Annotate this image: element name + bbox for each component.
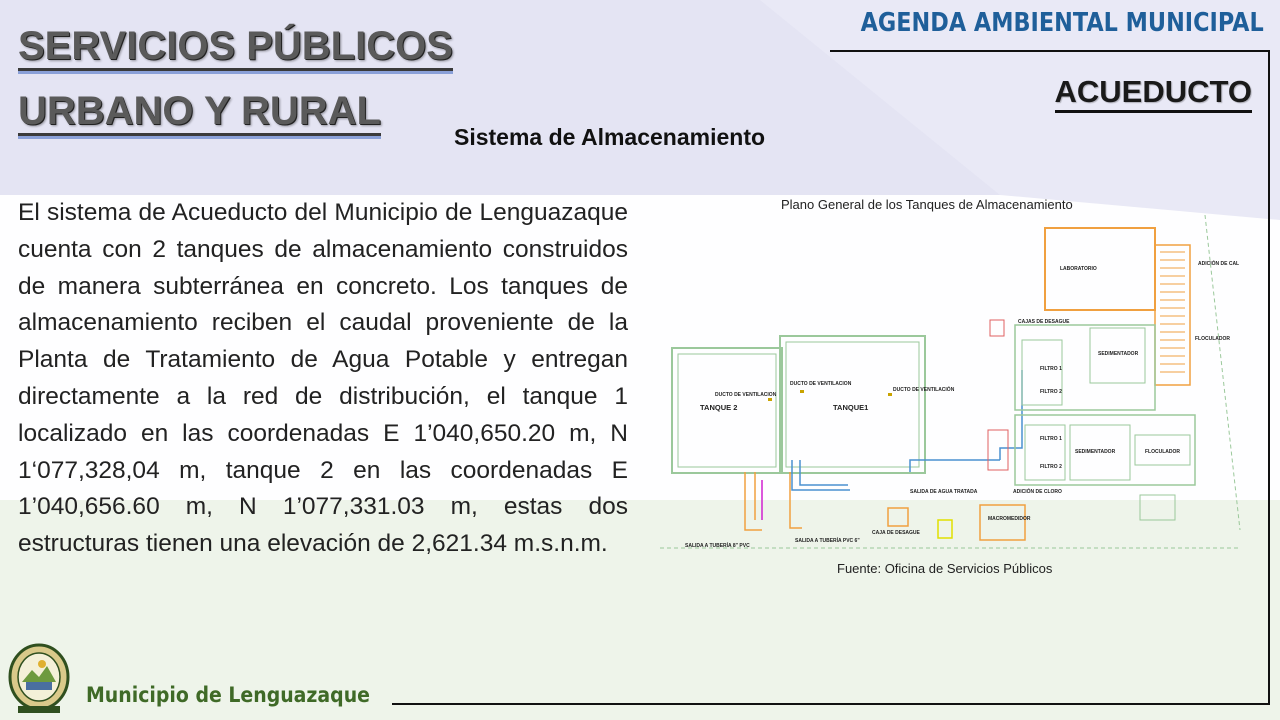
label-salida-tratada: SALIDA DE AGUA TRATADA xyxy=(910,489,978,495)
footer-municipality: Municipio de Lenguazaque xyxy=(86,683,370,707)
page-title xyxy=(18,18,453,148)
body-paragraph: El sistema de Acueducto del Municipio de Lenguazaque cuenta con 2 tanques de almacenamiento construidos de manera subterránea en concreto. Los tanques de almacenamiento reciben el caudal proveniente de la Planta de Tratamiento de Agua Potable y entregan directamente a la red de distribución, el tanque 1 localizado en las coordenadas E 1’040,650.20 m, N 1‘077,328,04 m, tanque 2 en las coordenadas E 1’040,656.60 m, N 1’077,331.03 m, estas dos estructuras tienen una elevación de 2,621.34 m.s.n.m. xyxy=(18,199,628,558)
label-filtro2b: FILTRO 2 xyxy=(1040,464,1062,470)
figure-source: Fuente: Oficina de Servicios Públicos xyxy=(837,561,1053,576)
label-ducto3: DUCTO DE VENTILACIÓN xyxy=(893,387,955,393)
storage-tanks-plan xyxy=(650,210,1250,555)
page-title-line1: SERVICIOS PÚBLICOS xyxy=(18,24,453,71)
label-filtro1a: FILTRO 1 xyxy=(1040,366,1062,372)
frame-right-line xyxy=(1268,50,1270,705)
label-tanque2: TANQUE 2 xyxy=(700,403,738,412)
label-filtro1b: FILTRO 1 xyxy=(1040,436,1062,442)
label-salida6: SALIDA A TUBERÍA PVC 6" xyxy=(795,538,860,544)
label-ducto1: DUCTO DE VENTILACION xyxy=(715,392,777,398)
section-subtitle: Sistema de Almacenamiento xyxy=(454,124,766,150)
frame-bottom-line xyxy=(392,703,1270,705)
label-laboratorio: LABORATORIO xyxy=(1060,266,1097,272)
label-sedimentador1: SEDIMENTADOR xyxy=(1098,351,1139,357)
label-cajas-desague: CAJAS DE DESAGUE xyxy=(1018,319,1070,325)
label-macromedidor: MACROMEDIDOR xyxy=(988,516,1031,522)
label-tanque1: TANQUE1 xyxy=(833,403,869,412)
agenda-heading: AGENDA AMBIENTAL MUNICIPAL xyxy=(860,8,1264,38)
label-filtro2a: FILTRO 2 xyxy=(1040,389,1062,395)
label-adicion-cloro: ADICIÓN DE CLORO xyxy=(1013,489,1062,495)
section-badge: ACUEDUCTO xyxy=(1055,74,1253,113)
frame-top-line xyxy=(830,50,1270,52)
label-adicion-cal: ADICIÓN DE CAL xyxy=(1198,261,1240,267)
label-caja-desague: CAJA DE DESAGUE xyxy=(872,530,920,536)
label-floculador1: FLOCULADOR xyxy=(1195,336,1230,342)
label-sedimentador2: SEDIMENTADOR xyxy=(1075,449,1116,455)
page-title-line2: URBANO Y RURAL xyxy=(18,89,381,136)
label-floculador2: FLOCULADOR xyxy=(1145,449,1180,455)
label-salida8: SALIDA A TUBERÍA 8" PVC xyxy=(685,543,750,549)
label-ducto2: DUCTO DE VENTILACION xyxy=(790,381,852,387)
figure-caption: Plano General de los Tanques de Almacenamiento xyxy=(781,197,1073,212)
municipality-seal-logo xyxy=(8,642,70,716)
